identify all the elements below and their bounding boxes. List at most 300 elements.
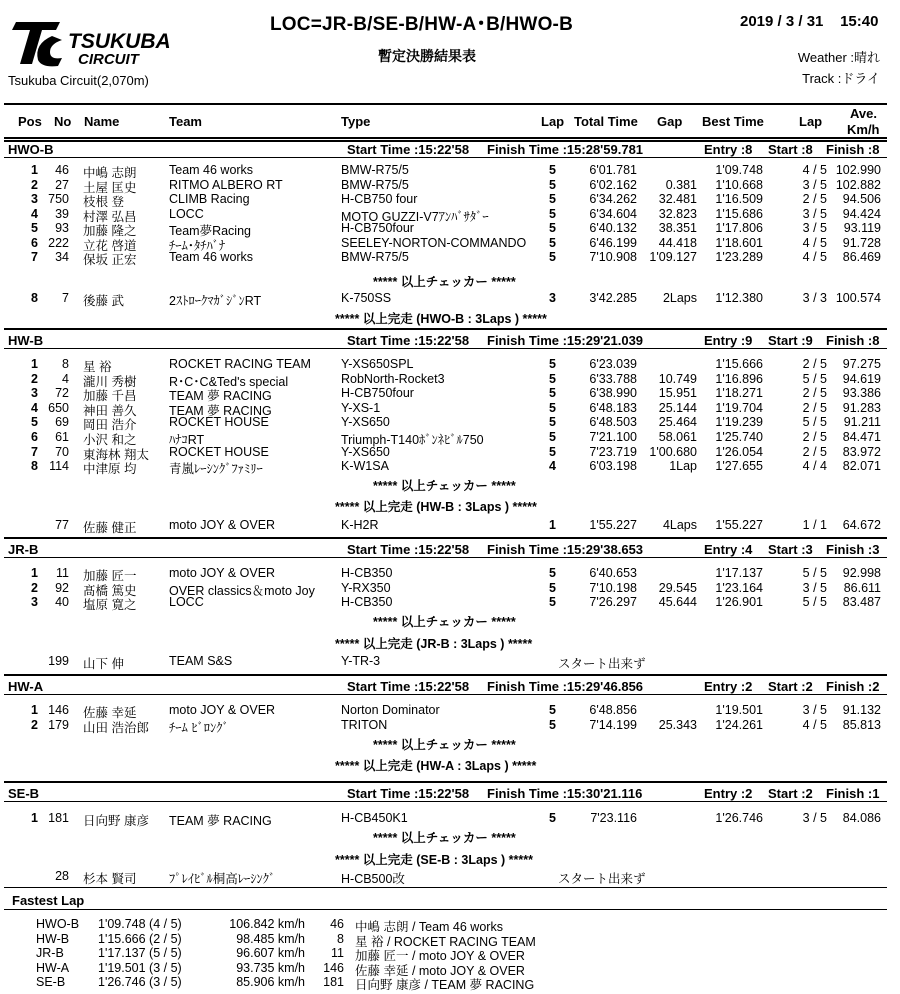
row-no: 70 (55, 444, 69, 459)
section-finish-time: Finish Time :15:29'46.856 (487, 679, 644, 694)
row-team: moto JOY & OVER (169, 703, 276, 717)
table-row (0, 415, 900, 433)
row-pos: 1 (31, 163, 38, 177)
row-type: RobNorth-Rocket3 (341, 371, 445, 386)
row-type: BMW-R75/5 (341, 177, 409, 192)
row-best-time: 1'26.901 (715, 595, 763, 610)
row-gap: 1Lap (669, 459, 697, 474)
row-pos: 2 (31, 177, 38, 192)
finished-note: ***** 以上完走 (HWO-B : 3Laps ) ***** (335, 312, 547, 326)
finished-note: ***** 以上完走 (HW-A : 3Laps ) ***** (335, 759, 537, 773)
row-name: 佐藤 健正 (83, 521, 137, 535)
row-no: 7 (62, 291, 69, 305)
row-team: Team 46 works (169, 163, 254, 177)
col-team: Team (169, 114, 202, 129)
row-best-time: 1'19.239 (715, 415, 763, 430)
row-team: OVER classics＆moto Joy (169, 583, 315, 598)
row-no: 93 (55, 221, 69, 235)
row-no: 61 (55, 430, 69, 444)
row-lap: 5 (549, 206, 556, 221)
row-team: LOCC (169, 206, 204, 221)
section-start-time: Start Time :15:22'58 (347, 786, 470, 801)
row-best-time: 1'12.380 (715, 291, 763, 305)
row-pos: 4 (31, 400, 38, 415)
row-type: Y-XS-1 (341, 400, 381, 415)
row-gap: 32.481 (658, 192, 697, 206)
row-pos: 2 (31, 717, 38, 732)
row-no: 114 (49, 459, 69, 474)
row-lap: 5 (549, 595, 556, 610)
row-gap: 1'00.680 (649, 444, 697, 459)
row-pos: 3 (31, 386, 38, 401)
row-team: Team 46 works (169, 250, 254, 264)
row-best-lap: 4 / 4 (802, 459, 827, 474)
col-type: Type (341, 114, 371, 129)
row-total-time: 6'03.198 (589, 459, 637, 474)
row-avg-speed: 94.506 (842, 192, 881, 206)
table-row (0, 206, 900, 224)
checker-note: ***** 以上チェッカー ***** (373, 831, 516, 845)
row-pos: 4 (31, 206, 38, 221)
checker-note: ***** 以上チェッカー ***** (373, 615, 516, 629)
fastest-time: 1'15.666 (2 / 5) (98, 931, 182, 946)
table-row (0, 518, 900, 535)
row-best-time: 1'17.806 (715, 221, 763, 235)
row-name: 小沢 和之 (83, 433, 137, 447)
col-lap: Lap (541, 114, 565, 129)
row-type: Y-TR-3 (341, 654, 381, 668)
row-total-time: 6'48.183 (589, 400, 637, 415)
row-lap: 3 (549, 291, 556, 305)
row-type: K-750SS (341, 291, 392, 305)
fastest-speed: 85.906 km/h (236, 975, 305, 989)
row-type: Y-XS650SPL (341, 357, 414, 371)
row-pos: 1 (31, 811, 38, 825)
section-entry-count: Entry :4 (704, 542, 753, 557)
row-team: TEAM 夢 RACING (169, 403, 272, 418)
row-name: 加藤 千昌 (83, 389, 137, 404)
table-row (0, 400, 900, 418)
row-type: H-CB350 (341, 595, 393, 610)
row-no: 27 (55, 177, 69, 192)
section-entry-count: Entry :8 (704, 142, 753, 157)
row-team: ﾌﾟﾚｲﾋﾞﾙ桐高ﾚｰｼﾝｸﾞ (169, 872, 276, 886)
fastest-time: 1'09.748 (4 / 5) (98, 917, 182, 931)
row-name: 後藤 武 (83, 294, 124, 308)
row-type: K-W1SA (341, 459, 389, 474)
row-avg-speed: 93.386 (842, 386, 881, 401)
fastest-rider: 佐藤 幸延 / moto JOY & OVER (355, 963, 525, 978)
row-total-time: 6'38.990 (589, 386, 637, 401)
row-type: Y-XS650 (341, 415, 390, 430)
row-name: 中嶋 志朗 (83, 166, 137, 180)
section-entry-count: Entry :9 (704, 333, 753, 348)
row-pos: 8 (31, 459, 38, 474)
row-avg-speed: 84.086 (842, 811, 881, 825)
row-best-time: 1'16.896 (715, 371, 763, 386)
row-type: SEELEY-NORTON-COMMANDO (341, 235, 527, 250)
fastest-class: HW-A (36, 960, 70, 975)
row-best-lap: 4 / 5 (802, 717, 827, 732)
table-row (0, 192, 900, 209)
checker-note: ***** 以上チェッカー ***** (373, 275, 516, 289)
finished-note: ***** 以上完走 (HW-B : 3Laps ) ***** (335, 500, 537, 514)
row-team: Team夢Racing (169, 224, 251, 238)
table-row (0, 459, 900, 477)
row-type: K-H2R (341, 518, 379, 532)
row-best-time: 1'19.501 (715, 703, 763, 717)
row-gap: 0.381 (665, 177, 697, 192)
fastest-rider: 日向野 康彦 / TEAM 夢 RACING (355, 978, 535, 992)
row-name: 加藤 匠一 (83, 569, 137, 583)
row-type: TRITON (341, 717, 388, 732)
row-type: H-CB750four (341, 221, 414, 235)
row-no: 179 (48, 717, 69, 732)
fastest-time: 1'17.137 (5 / 5) (98, 946, 182, 960)
row-pos: 1 (31, 703, 38, 717)
row-best-time: 1'23.164 (715, 580, 763, 595)
row-lap: 1 (549, 518, 556, 532)
col-name: Name (84, 114, 120, 129)
section-finish-time: Finish Time :15:28'59.781 (487, 142, 644, 157)
row-type: H-CB750 four (341, 192, 418, 206)
row-team: ROCKET HOUSE (169, 415, 269, 430)
row-lap: 5 (549, 357, 556, 371)
section-divider (4, 537, 887, 539)
row-avg-speed: 102.882 (835, 177, 881, 192)
row-best-lap: 2 / 5 (802, 357, 827, 371)
row-gap: 1'09.127 (649, 250, 697, 264)
section-start-time: Start Time :15:22'58 (347, 142, 470, 157)
fastest-class: HWO-B (36, 917, 80, 931)
row-best-time: 1'09.748 (715, 163, 763, 177)
row-best-lap: 5 / 5 (802, 415, 827, 430)
row-team: ﾊﾅｺRT (169, 433, 205, 447)
section-start-count: Start :2 (768, 786, 813, 801)
fastest-speed: 96.607 km/h (236, 946, 305, 960)
section-class: HW-B (8, 333, 44, 348)
tsukuba-circuit-logo (8, 14, 218, 74)
section-divider-bottom (4, 157, 887, 158)
row-best-time: 1'25.740 (715, 430, 763, 444)
table-row (0, 717, 900, 735)
row-gap: 25.144 (658, 400, 697, 415)
section-start-time: Start Time :15:22'58 (347, 679, 470, 694)
row-no: 146 (48, 703, 69, 717)
table-row (0, 371, 900, 389)
row-name: 村澤 弘昌 (83, 209, 137, 224)
section-class: HW-A (8, 679, 44, 694)
fastest-no: 11 (331, 946, 344, 960)
row-name: 中津原 均 (83, 462, 137, 477)
row-total-time: 6'48.503 (589, 415, 637, 430)
row-avg-speed: 94.619 (842, 371, 881, 386)
row-type: Y-XS650 (341, 444, 390, 459)
section-entry-count: Entry :2 (704, 786, 753, 801)
row-best-lap: 3 / 5 (802, 703, 827, 717)
fastest-row (0, 946, 900, 963)
section-finish-time: Finish Time :15:29'21.039 (487, 333, 644, 348)
row-name: 岡田 浩介 (83, 418, 137, 433)
row-lap: 5 (549, 811, 556, 825)
row-no: 69 (55, 415, 69, 430)
row-pos: 2 (31, 580, 38, 595)
row-name: 日向野 康彦 (83, 814, 149, 828)
row-lap: 5 (549, 250, 556, 264)
fastest-class: SE-B (36, 975, 66, 989)
section-start-count: Start :3 (768, 542, 813, 557)
row-name: 山下 伸 (83, 657, 124, 671)
col-pos: Pos (18, 114, 42, 129)
row-team: ROCKET HOUSE (169, 444, 269, 459)
row-team: ROCKET RACING TEAM (169, 357, 311, 371)
row-lap: 4 (549, 459, 556, 474)
row-avg-speed: 102.990 (835, 163, 881, 177)
section-divider-bottom (4, 694, 887, 695)
row-gap: 4Laps (662, 518, 697, 532)
checker-note: ***** 以上チェッカー ***** (373, 479, 516, 493)
table-row (0, 163, 900, 180)
row-avg-speed: 100.574 (835, 291, 881, 305)
section-divider-bottom (4, 801, 887, 802)
row-best-lap: 2 / 5 (802, 386, 827, 401)
fastest-divider-bottom (4, 909, 887, 910)
row-best-lap: 5 / 5 (802, 595, 827, 610)
section-divider-bottom (4, 348, 887, 349)
weather-label: Weather :晴れ (797, 50, 880, 65)
fastest-no: 8 (337, 931, 344, 946)
row-type: BMW-R75/5 (341, 250, 409, 264)
logo-text-top: TSUKUBA (68, 30, 171, 53)
section-finish-count: Finish :2 (826, 679, 880, 694)
row-name: 神田 善久 (83, 403, 137, 418)
col-avg: Ave. (850, 106, 877, 121)
row-name: 加藤 隆之 (83, 224, 137, 238)
row-no: 46 (55, 163, 69, 177)
row-total-time: 7'10.908 (589, 250, 637, 264)
circuit-label: Tsukuba Circuit(2,070m) (8, 73, 149, 88)
row-total-time: 6'01.781 (589, 163, 637, 177)
row-best-lap: 2 / 5 (802, 430, 827, 444)
row-best-time: 1'23.289 (715, 250, 763, 264)
row-lap: 5 (549, 400, 556, 415)
fastest-class: HW-B (36, 931, 70, 946)
fastest-time: 1'26.746 (3 / 5) (98, 975, 182, 989)
row-best-lap: 2 / 5 (802, 444, 827, 459)
row-best-time: 1'55.227 (715, 518, 763, 532)
row-total-time: 7'26.297 (589, 595, 637, 610)
table-row (0, 580, 900, 598)
row-no: 181 (48, 811, 69, 825)
row-name: 星 裕 (83, 360, 112, 374)
row-avg-speed: 83.487 (842, 595, 881, 610)
row-no: 34 (55, 250, 69, 264)
col-total-time: Total Time (574, 114, 638, 129)
section-divider (4, 674, 887, 676)
row-pos: 6 (31, 235, 38, 250)
row-avg-speed: 84.471 (842, 430, 881, 444)
row-pos: 6 (31, 430, 38, 444)
row-status: スタート出来ず (558, 657, 646, 671)
row-best-time: 1'17.137 (715, 566, 763, 580)
row-best-time: 1'18.601 (715, 235, 763, 250)
fastest-class: JR-B (36, 946, 64, 960)
fastest-speed: 98.485 km/h (236, 931, 305, 946)
section-start-time: Start Time :15:22'58 (347, 333, 470, 348)
row-name: 土屋 匡史 (83, 180, 137, 195)
row-gap: 38.351 (658, 221, 697, 235)
row-pos: 5 (31, 221, 38, 235)
fastest-rider: 加藤 匠一 / moto JOY & OVER (355, 949, 525, 963)
row-no: 4 (62, 371, 69, 386)
row-name: 保坂 正宏 (83, 253, 137, 267)
row-lap: 5 (549, 430, 556, 444)
row-best-time: 1'10.668 (715, 177, 763, 192)
row-team: CLIMB Racing (169, 192, 250, 206)
section-divider-bottom (4, 557, 887, 558)
row-type: H-CB750four (341, 386, 414, 401)
row-best-lap: 4 / 5 (802, 163, 827, 177)
row-best-lap: 5 / 5 (802, 566, 827, 580)
section-divider (4, 137, 887, 139)
section-start-time: Start Time :15:22'58 (347, 542, 470, 557)
page-title: LOC=JR-B/SE-B/HW-A･B/HWO-B (270, 14, 573, 35)
row-best-lap: 3 / 5 (802, 811, 827, 825)
fastest-no: 46 (330, 917, 344, 931)
section-class: SE-B (8, 786, 40, 801)
row-team: 青嵐ﾚｰｼﾝｸﾞﾌｧﾐﾘｰ (169, 462, 263, 477)
col-avg-unit: Km/h (847, 122, 880, 137)
row-no: 11 (56, 566, 69, 580)
row-lap: 5 (549, 717, 556, 732)
fastest-speed: 106.842 km/h (229, 917, 305, 931)
row-type: H-CB350 (341, 566, 393, 580)
row-total-time: 1'55.227 (589, 518, 637, 532)
row-team: TEAM 夢 RACING (169, 814, 272, 828)
row-name: 瀧川 秀樹 (83, 374, 137, 389)
row-no: 199 (48, 654, 69, 668)
section-start-count: Start :2 (768, 679, 813, 694)
row-team: ﾁｰﾑ･ﾀﾁﾊﾞﾅ (169, 238, 226, 253)
row-no: 8 (62, 357, 69, 371)
row-lap: 5 (549, 415, 556, 430)
row-best-time: 1'26.746 (715, 811, 763, 825)
table-row (0, 444, 900, 462)
row-total-time: 6'48.856 (589, 703, 637, 717)
row-type: H-CB450K1 (341, 811, 408, 825)
row-avg-speed: 92.998 (842, 566, 881, 580)
fastest-row (0, 917, 900, 934)
row-team: ﾁｰﾑ ﾋﾞﾛﾝｸﾞ (169, 720, 229, 735)
fastest-no: 181 (323, 975, 344, 989)
section-finish-count: Finish :8 (826, 333, 880, 348)
fastest-speed: 93.735 km/h (236, 960, 305, 975)
row-avg-speed: 64.672 (842, 518, 881, 532)
row-no: 750 (48, 192, 69, 206)
row-type: Triumph-T140ﾎﾞﾝﾈﾋﾞﾙ750 (341, 433, 484, 447)
section-finish-count: Finish :8 (826, 142, 880, 157)
col-best-lap: Lap (799, 114, 823, 129)
row-total-time: 7'14.199 (589, 717, 637, 732)
row-best-lap: 4 / 5 (802, 235, 827, 250)
row-gap: 29.545 (658, 580, 697, 595)
row-pos: 7 (31, 250, 38, 264)
report-datetime: 2019 / 3 / 31 15:40 (740, 13, 879, 30)
row-best-time: 1'26.054 (715, 444, 763, 459)
row-no: 72 (55, 386, 69, 401)
row-lap: 5 (549, 566, 556, 580)
row-pos: 3 (31, 192, 38, 206)
row-team: R･C･C&Ted's special (169, 374, 289, 389)
row-name: 塩原 寛之 (83, 598, 137, 613)
row-team: moto JOY & OVER (169, 518, 276, 532)
row-pos: 3 (31, 595, 38, 610)
row-best-lap: 3 / 5 (802, 177, 827, 192)
row-team: 2ｽﾄﾛｰｸﾏｶﾞｼﾞﾝRT (169, 294, 262, 308)
row-lap: 5 (549, 192, 556, 206)
row-total-time: 6'40.132 (589, 221, 637, 235)
row-name: 髙橋 篤史 (83, 583, 137, 598)
fastest-rider: 中嶋 志朗 / Team 46 works (355, 920, 503, 934)
table-row (0, 566, 900, 583)
row-gap: 32.823 (658, 206, 697, 221)
row-best-lap: 3 / 5 (802, 206, 827, 221)
fastest-lap-title: Fastest Lap (12, 893, 85, 908)
row-team: TEAM S&S (169, 654, 233, 668)
fastest-rider: 星 裕 / ROCKET RACING TEAM (355, 934, 536, 949)
checker-note: ***** 以上チェッカー ***** (373, 738, 516, 752)
row-no: 92 (55, 580, 69, 595)
row-avg-speed: 91.283 (842, 400, 881, 415)
row-no: 39 (55, 206, 69, 221)
row-name: 枝根 登 (83, 195, 124, 209)
row-type: Y-RX350 (341, 580, 391, 595)
row-no: 40 (55, 595, 69, 610)
fastest-row (0, 975, 900, 992)
row-lap: 5 (549, 221, 556, 235)
col-gap: Gap (657, 114, 683, 129)
row-pos: 1 (31, 566, 38, 580)
section-finish-time: Finish Time :15:29'38.653 (487, 542, 644, 557)
row-total-time: 7'21.100 (589, 430, 637, 444)
row-no: 650 (48, 400, 69, 415)
row-pos: 5 (31, 415, 38, 430)
track-label: Track :ドライ (802, 71, 880, 86)
row-best-lap: 2 / 5 (802, 400, 827, 415)
row-type: MOTO GUZZI-V7ｱﾝﾊﾞｻﾀﾞｰ (341, 209, 489, 224)
section-start-count: Start :8 (768, 142, 813, 157)
section-class: JR-B (8, 542, 39, 557)
row-total-time: 6'33.788 (589, 371, 637, 386)
row-no: 77 (55, 518, 69, 532)
row-total-time: 6'23.039 (589, 357, 637, 371)
row-avg-speed: 86.469 (842, 250, 881, 264)
row-type: BMW-R75/5 (341, 163, 409, 177)
finished-note: ***** 以上完走 (SE-B : 3Laps ) ***** (335, 853, 533, 867)
row-name: 山田 浩治郎 (83, 720, 149, 735)
row-team: RITMO ALBERO RT (169, 177, 283, 192)
fastest-row (0, 960, 900, 978)
table-row (0, 595, 900, 613)
logo-text-bottom: CIRCUIT (78, 51, 139, 68)
row-best-time: 1'15.686 (715, 206, 763, 221)
section-class: HWO-B (8, 142, 54, 157)
row-no: 222 (48, 235, 69, 250)
row-total-time: 7'23.719 (589, 444, 637, 459)
row-gap: 15.951 (658, 386, 697, 401)
row-lap: 5 (549, 371, 556, 386)
fastest-no: 146 (323, 960, 344, 975)
